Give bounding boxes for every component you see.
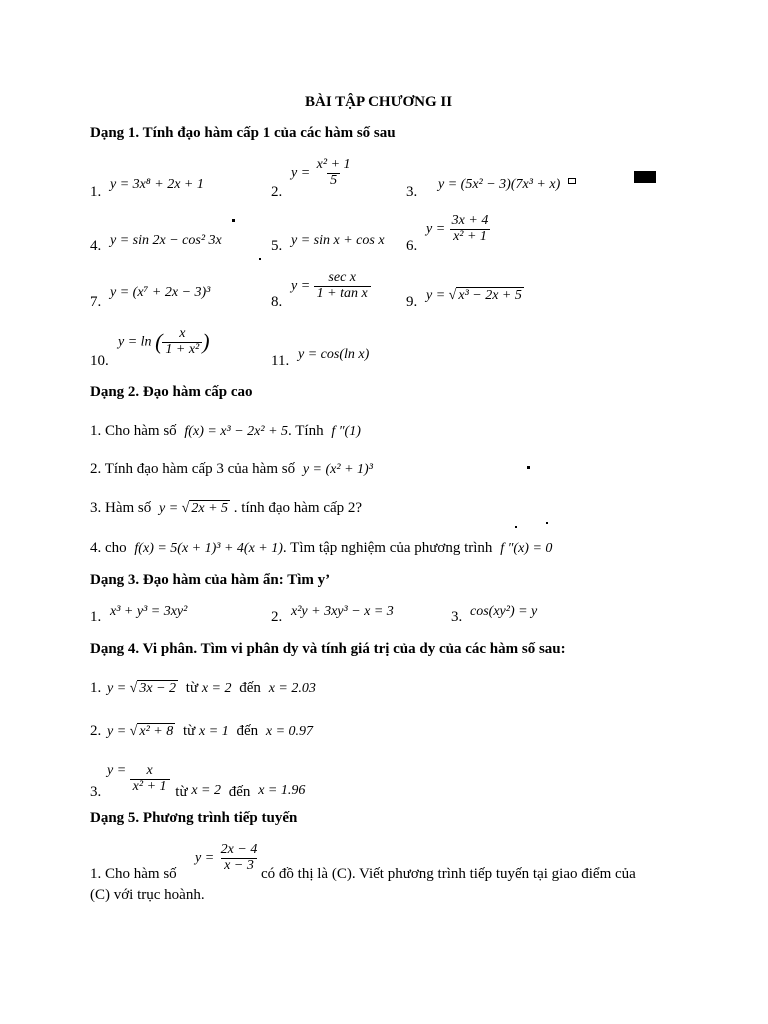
exercise-line: 1. y = √ 3x − 2 từ x = 2 đến x = 2.03 <box>90 680 316 696</box>
speck <box>232 219 235 222</box>
section-3-heading: Dạng 3. Đạo hàm của hàm ẩn: Tìm y’ <box>90 572 331 588</box>
formula: y = sin x + cos x <box>291 233 385 248</box>
exercise-line: 4. cho f(x) = 5(x + 1)³ + 4(x + 1). Tìm tập nghiệm của phương trình f ″(x) = 0 <box>90 540 553 556</box>
formula: y = (5x² − 3)(7x³ + x) <box>438 177 561 192</box>
section-4-heading: Dạng 4. Vi phân. Tìm vi phân dy và tính giá trị của dy của các hàm số sau: <box>90 641 566 657</box>
exercise-line: 3. Hàm số y = √ 2x + 5 . tính đạo hàm cấp 2? <box>90 500 363 516</box>
item-number: 9. <box>406 294 418 310</box>
exercise-text-line-2: (C) với trục hoành. <box>90 887 205 903</box>
formula: y = sin 2x − cos² 3x <box>110 233 222 248</box>
item-number: 11. <box>271 353 290 369</box>
formula: y = 3x⁸ + 2x + 1 <box>110 177 204 192</box>
item-number: 10. <box>90 353 109 369</box>
formula: x³ + y³ = 3xy² <box>110 604 188 619</box>
item-number: 2. <box>271 184 283 200</box>
fraction-formula: y = $\frac{\text{sec x}}{\text{1 + tan x}}$ <box>291 271 371 301</box>
log-formula: y = ln ( $\frac{x}{\text{1 + x²}}$ ) <box>118 326 210 357</box>
sqrt-formula: y = √ x³ − 2x + 5 <box>426 288 522 303</box>
speck <box>527 466 530 469</box>
formula: y = (x⁷ + 2x − 3)³ <box>110 285 211 300</box>
item-number: 1. <box>90 609 102 625</box>
formula: cos(xy²) = y <box>470 604 538 619</box>
item-number: 6. <box>406 238 418 254</box>
formula: x²y + 3xy³ − x = 3 <box>291 604 394 619</box>
item-number: 3. <box>451 609 463 625</box>
section-5-heading: Dạng 5. Phương trình tiếp tuyến <box>90 810 298 826</box>
exercise-text: có đồ thị là (C). Viết phương trình tiếp tuyến tại giao điểm của <box>261 866 636 882</box>
small-box-mark <box>568 178 576 184</box>
fraction-formula: y = $\frac{2x - 4}{x - 3}$ <box>195 842 258 873</box>
item-number: 5. <box>271 238 283 254</box>
exercise-line: 1. Cho hàm số f(x) = x³ − 2x² + 5. Tính f ″(1) <box>90 423 361 439</box>
speck <box>515 526 517 528</box>
item-number: 8. <box>271 294 283 310</box>
item-number: 7. <box>90 294 102 310</box>
item-number: 4. <box>90 238 102 254</box>
section-1-heading: Dạng 1. Tính đạo hàm cấp 1 của các hàm số sau <box>90 125 396 141</box>
item-number: 3. <box>406 184 418 200</box>
exercise-line: 2. y = √ x² + 8 từ x = 1 đến x = 0.97 <box>90 723 314 739</box>
speck <box>546 522 548 524</box>
exercise-line: 3. y = $\frac{x}{\text{x² + 1}}$ từ x = 2 đến x = 1.96 <box>90 763 306 801</box>
fraction-formula: y = $\frac{3x + 4}{\text{x² + 1}}$ <box>426 213 489 244</box>
exercise-line: 2. Tính đạo hàm cấp 3 của hàm số y = (x² + 1)³ <box>90 461 373 477</box>
item-number: 1. <box>90 184 102 200</box>
scan-mark <box>634 171 656 183</box>
exercise-line: 1. Cho hàm số <box>90 866 177 882</box>
section-2-heading: Dạng 2. Đạo hàm cấp cao <box>90 384 253 400</box>
formula: y = cos(ln x) <box>298 347 370 362</box>
page-title: BÀI TẬP CHƯƠNG II <box>305 94 453 110</box>
item-number: 2. <box>271 609 283 625</box>
speck <box>259 258 261 260</box>
fraction-formula: y = $\frac{\text{x² + 1}}{5}$ <box>291 157 351 188</box>
